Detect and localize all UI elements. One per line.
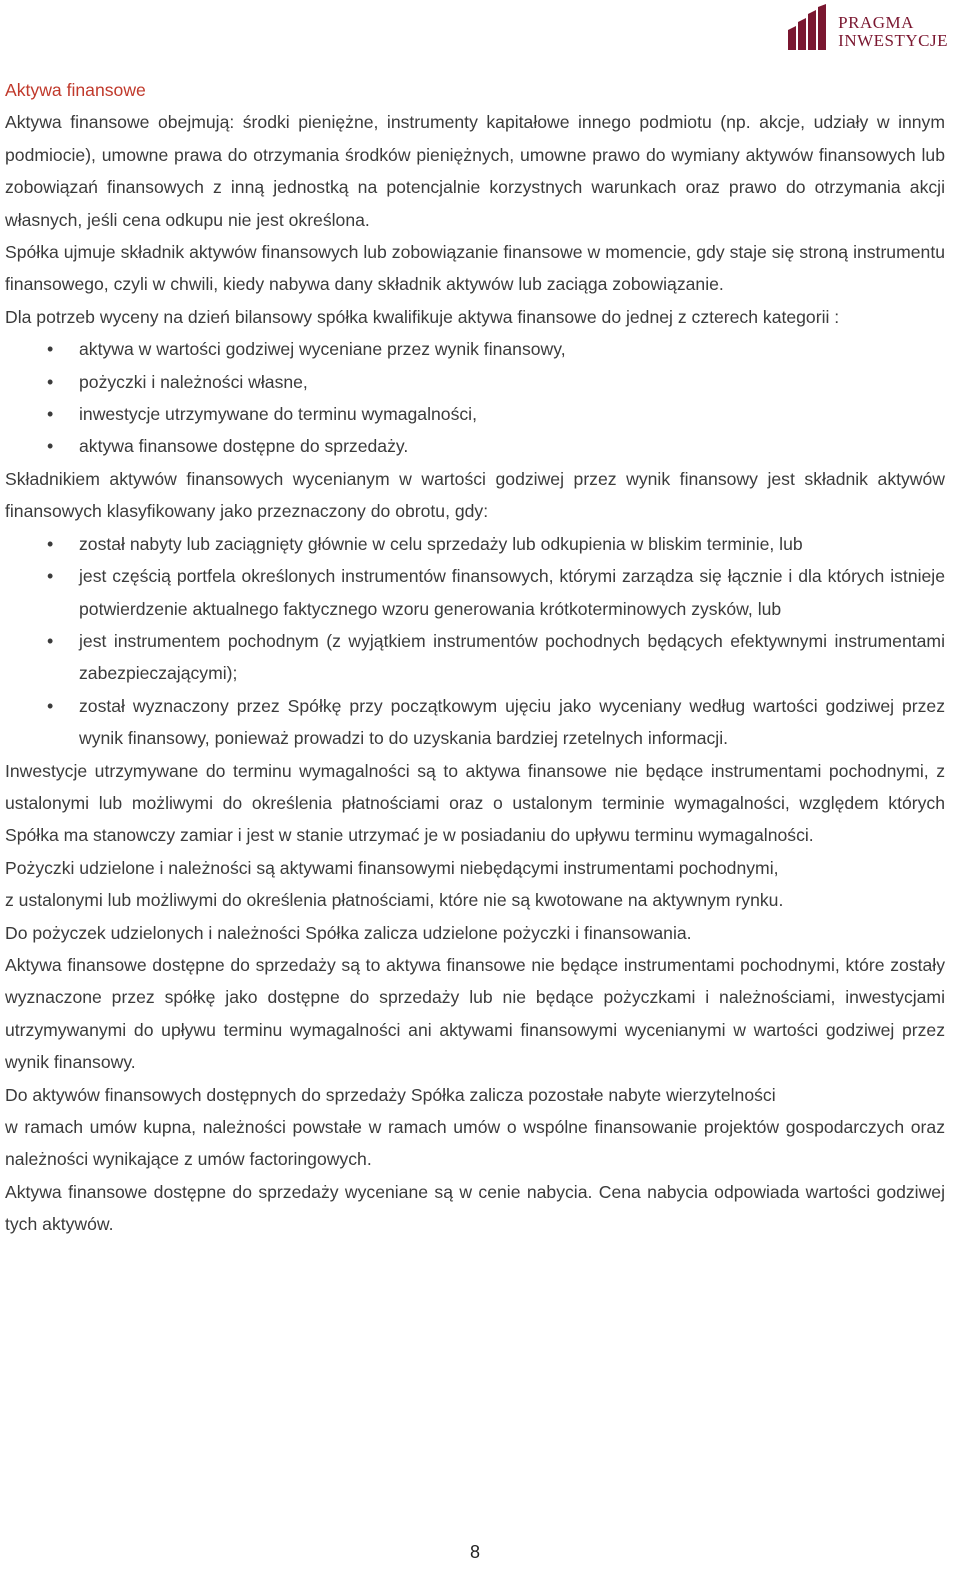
list-item: • został wyznaczony przez Spółkę przy początkowym ujęciu jako wyceniany według wartości godziwej przez wynik finansowy, ponieważ prowadzi to do uzyskania bardziej rzetelnych informacji. [5,690,945,755]
list-item: • jest instrumentem pochodnym (z wyjątkiem instrumentów pochodnych będących efektywnymi instrumentami zabezpieczającymi); [5,625,945,690]
paragraph-afs-valuation: Aktywa finansowe dostępne do sprzedaży wyceniane są w cenie nabycia. Cena nabycia odpowiada wartości godziwej tych aktywów. [5,1181,945,1235]
paragraph-afs-includes-2: w ramach umów kupna, należności powstałe w ramach umów o wspólne finansowanie projektów gospodarczych oraz należności wynikające z umów factoringowych. [5,1117,945,1170]
paragraph-held-to-maturity: Inwestycje utrzymywane do terminu wymagalności są to aktywa finansowe nie będące instrumentami pochodnymi, z ustalonymi lub możliwymi do określenia płatnościami oraz o ustalonym terminie wymagalności, względem których Spółka ma stanowczy zamiar i jest w stanie utrzymać je w posiadaniu do upływu terminu wymagalności. [5,760,945,846]
paragraph-afs-includes-1: Do aktywów finansowych dostępnych do sprzedaży Spółka zalicza pozostałe nabyte wierzytelności [5,1084,776,1105]
list-item: • jest częścią portfela określonych instrumentów finansowych, którymi zarządza się łącznie i dla których istnieje potwierdzenie aktualnego faktycznego wzoru generowania krótkoterminowych zysków, lub [5,560,945,625]
paragraph-recognition: Spółka ujmuje składnik aktywów finansowych lub zobowiązanie finansowe w momencie, gdy staje się stroną instrumentu finansowego, czyli w chwili, kiedy nabywa dany składnik aktywów lub zaciąga zobowiązanie. [5,242,945,295]
company-logo [788,4,948,50]
paragraph-fair-value-intro: Składnikiem aktywów finansowych wycenianym w wartości godziwej przez wynik finansowy jest składnik aktywów finansowych klasyfikowany jako przeznaczony do obrotu, gdy: [5,468,945,522]
paragraph-definition: Aktywa finansowe obejmują: środki pieniężne, instrumenty kapitałowe innego podmiotu (np. akcje, udziały w innym podmiocie), umowne prawa do otrzymania środków pieniężnych, umowne prawo do wymiany aktywów finansowych lub zobowiązań finansowych z inną jednostką na potencjalnie korzystnych warunkach oraz prawo do otrzymania akcji własnych, jeśli cena odkupu nie jest określona. [5,112,945,230]
paragraph-categories-intro: Dla potrzeb wyceny na dzień bilansowy spółka kwalifikuje aktywa finansowe do jednej z czterech kategorii : [5,306,840,327]
paragraph-available-for-sale: Aktywa finansowe dostępne do sprzedaży są to aktywa finansowe nie będące instrumentami pochodnymi, które zostały wyznaczone przez spółkę jako dostępne do sprzedaży lub nie będące pożyczkami i należnościami, inwestycjami utrzymywanymi do upływu terminu wymagalności ani aktywami finansowymi wycenianymi w wartości godziwej przez wynik finansowy. [5,954,945,1073]
logo-line-2: INWESTYCJE [838,31,948,50]
paragraph-loans-1: Pożyczki udzielone i należności są aktywami finansowymi niebędącymi instrumentami pochodnymi, [5,857,779,878]
list-item: • aktywa finansowe dostępne do sprzedaży. [5,430,945,462]
list-item: • pożyczki i należności własne, [5,366,945,398]
list-item: • inwestycje utrzymywane do terminu wymagalności, [5,398,945,430]
page-number: 8 [469,1542,480,1562]
logo-line-1: PRAGMA [838,13,914,32]
list-item: • aktywa w wartości godziwej wyceniane przez wynik finansowy, [5,333,945,365]
logo-bars-icon [788,4,832,50]
section-heading: Aktywa finansowe [5,80,146,100]
fair-value-conditions-list [5,528,945,755]
list-item: • został nabyty lub zaciągnięty głównie w celu sprzedaży lub odkupienia w bliskim terminie, lub [5,528,945,560]
categories-list [5,333,945,463]
paragraph-loans-2: z ustalonymi lub możliwymi do określenia płatnościami, które nie są kwotowane na aktywnym rynku. [5,890,784,911]
logo-text [838,14,948,50]
document-body [5,74,945,1241]
paragraph-loans-3: Do pożyczek udzielonych i należności Spółka zalicza udzielone pożyczki i finansowania. [5,922,692,943]
